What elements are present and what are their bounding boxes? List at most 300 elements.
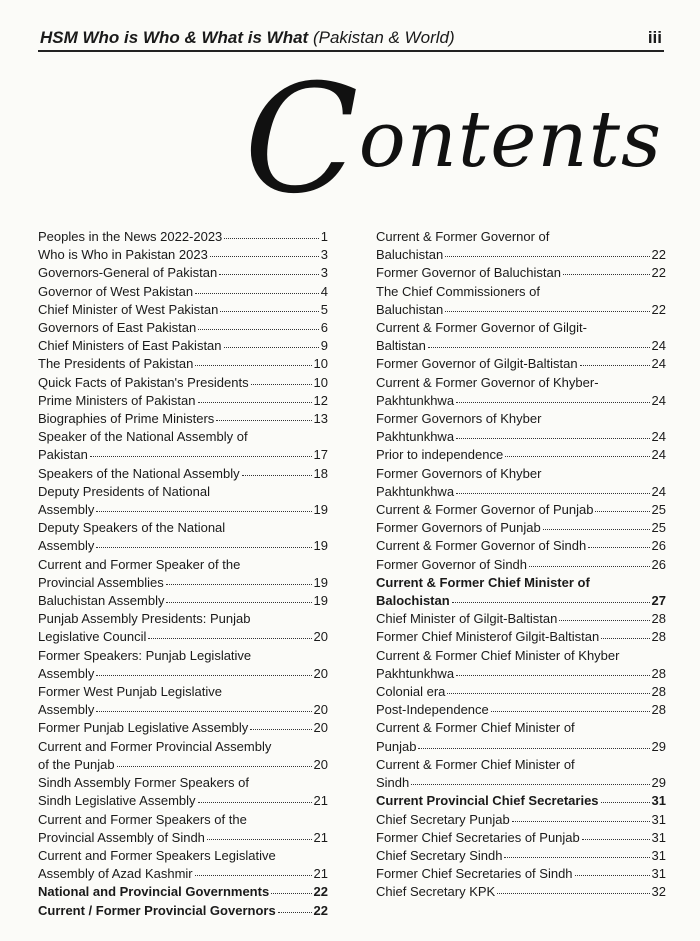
toc-entry-line xyxy=(376,355,666,373)
toc-entry-line xyxy=(38,902,328,920)
toc-entry-page: 24 xyxy=(651,447,666,463)
dot-leader xyxy=(210,245,319,257)
toc-entry-title-line: Former Governors of Khyber xyxy=(376,411,542,427)
toc-entry-title: Quick Facts of Pakistan's Presidents xyxy=(38,374,249,390)
dot-leader xyxy=(96,500,311,512)
toc-entry-page: 1 xyxy=(320,229,328,244)
toc-entry-page: 24 xyxy=(651,483,666,499)
dot-leader xyxy=(250,718,311,730)
toc-entry-title: Biographies of Prime Ministers xyxy=(38,411,215,427)
toc-entry-title-line: Former Speakers: Punjab Legislative xyxy=(38,647,252,663)
toc-entry-title: Baluchistan Assembly xyxy=(38,593,165,609)
toc-entry[interactable] xyxy=(376,283,666,319)
toc-entry-page: 22 xyxy=(651,301,666,317)
toc-entry-line xyxy=(38,701,328,719)
toc-entry-title: Governors of East Pakistan xyxy=(38,320,197,336)
toc-entry-title-line: Current & Former Chief Minister of xyxy=(376,756,575,772)
contents-heading xyxy=(243,53,662,227)
dot-leader xyxy=(582,828,650,840)
toc-entry[interactable] xyxy=(38,301,328,319)
toc-entry-title: Balochistan xyxy=(376,593,450,609)
toc-entry[interactable] xyxy=(38,428,328,464)
dot-leader xyxy=(497,882,649,894)
toc-entry-line xyxy=(376,264,666,282)
toc-entry-line xyxy=(376,738,666,756)
toc-entry-line xyxy=(376,701,666,719)
toc-entry-title-line: Current & Former Governor of xyxy=(376,229,550,244)
toc-entry-title: Former Governor of Gilgit-Baltistan xyxy=(376,356,578,372)
toc-entry-title: Pakhtunkhwa xyxy=(376,429,455,445)
toc-entry-title: Governor of West Pakistan xyxy=(38,283,194,299)
toc-entry-line xyxy=(38,228,328,246)
toc-entry-page: 19 xyxy=(313,593,328,609)
toc-entry[interactable] xyxy=(376,519,666,537)
toc-entry[interactable] xyxy=(38,264,328,282)
toc-entry-title: Current / Former Provincial Governors xyxy=(38,902,276,918)
toc-entry-title: Chief Minister of West Pakistan xyxy=(38,301,219,317)
toc-entry-page: 10 xyxy=(313,356,328,372)
toc-entry-page: 29 xyxy=(651,775,666,791)
toc-entry-line xyxy=(38,592,328,610)
dot-leader xyxy=(601,791,650,803)
dot-leader xyxy=(198,391,312,403)
toc-entry-page: 18 xyxy=(313,465,328,481)
dot-leader xyxy=(456,664,649,676)
toc-entry-title: Post-Independence xyxy=(376,702,489,718)
toc-entry-line xyxy=(376,246,666,264)
toc-entry-title: Legislative Council xyxy=(38,629,147,645)
dot-leader xyxy=(195,864,312,876)
dot-leader xyxy=(148,627,311,639)
toc-entry-page: 28 xyxy=(651,629,666,645)
toc-entry-page: 3 xyxy=(320,247,328,263)
toc-entry-line xyxy=(376,556,666,574)
dot-leader xyxy=(224,336,319,348)
book-title-subtitle: (Pakistan & World) xyxy=(312,28,455,47)
toc-right-column xyxy=(376,228,666,902)
toc-entry-title: Sindh xyxy=(376,775,410,791)
toc-entry-title-line: Current & Former Governor of Khyber- xyxy=(376,374,599,390)
dot-leader xyxy=(529,555,650,567)
running-header xyxy=(38,26,666,52)
toc-entry[interactable] xyxy=(38,483,328,519)
dot-leader xyxy=(428,336,650,348)
toc-entry[interactable] xyxy=(38,738,328,774)
toc-entry-line xyxy=(38,301,328,319)
toc-entry[interactable] xyxy=(38,683,328,719)
toc-entry-page: 32 xyxy=(651,884,666,900)
toc-entry-page: 26 xyxy=(651,538,666,554)
toc-entry-line xyxy=(38,446,328,464)
toc-entry-line xyxy=(376,610,666,628)
toc-entry-page: 3 xyxy=(320,265,328,281)
dot-leader xyxy=(447,682,649,694)
toc-entry-title: Assembly xyxy=(38,665,95,681)
toc-entry-title: Chief Secretary Punjab xyxy=(376,811,510,827)
toc-entry[interactable] xyxy=(38,592,328,610)
toc-entry-line xyxy=(376,428,666,446)
dot-leader xyxy=(445,300,649,312)
toc-entry[interactable] xyxy=(376,574,666,610)
toc-entry[interactable] xyxy=(376,355,666,373)
toc-entry[interactable] xyxy=(38,246,328,264)
toc-entry[interactable] xyxy=(38,811,328,847)
toc-entry-line xyxy=(376,592,666,610)
toc-left-column xyxy=(38,228,328,920)
toc-entry-title: Pakhtunkhwa xyxy=(376,392,455,408)
toc-entry-page: 19 xyxy=(313,538,328,554)
toc-entry[interactable] xyxy=(376,628,666,646)
toc-entry-title: Chief Ministers of East Pakistan xyxy=(38,338,222,354)
toc-entry-page: 13 xyxy=(313,411,328,427)
toc-entry-page: 4 xyxy=(320,283,328,299)
toc-entry-page: 21 xyxy=(313,829,328,845)
dot-leader xyxy=(456,482,649,494)
toc-entry-page: 19 xyxy=(313,574,328,590)
toc-entry[interactable] xyxy=(376,719,666,755)
toc-entry-page: 20 xyxy=(313,629,328,645)
toc-entry-page: 31 xyxy=(651,829,666,845)
dot-leader xyxy=(166,591,311,603)
toc-entry-title: Provincial Assembly of Sindh xyxy=(38,829,205,845)
toc-entry[interactable] xyxy=(38,465,328,483)
toc-entry-page: 21 xyxy=(313,793,328,809)
toc-entry-line xyxy=(38,574,328,592)
toc-entry-page: 19 xyxy=(313,502,328,518)
toc-entry-page: 20 xyxy=(313,702,328,718)
toc-entry[interactable] xyxy=(376,847,666,865)
toc-entry-line xyxy=(376,665,666,683)
toc-entry-page: 24 xyxy=(651,392,666,408)
toc-entry-line xyxy=(376,392,666,410)
toc-entry[interactable] xyxy=(376,865,666,883)
dot-leader xyxy=(512,810,650,822)
dot-leader xyxy=(216,409,311,421)
toc-entry-page: 31 xyxy=(651,811,666,827)
toc-entry-line xyxy=(376,301,666,319)
toc-entry-title: Peoples in the News 2022-2023 xyxy=(38,229,223,244)
dot-leader xyxy=(595,500,649,512)
toc-entry[interactable] xyxy=(38,319,328,337)
toc-entry-line xyxy=(38,628,328,646)
toc-entry-page: 6 xyxy=(320,320,328,336)
toc-entry-title-line: Current and Former Provincial Assembly xyxy=(38,738,272,754)
toc-entry-line xyxy=(376,446,666,464)
dot-leader xyxy=(198,318,319,330)
toc-entry-page: 9 xyxy=(320,338,328,354)
toc-entry[interactable] xyxy=(376,410,666,446)
dot-leader xyxy=(588,536,649,548)
toc-entry-line xyxy=(376,883,666,901)
toc-entry-title: Prior to independence xyxy=(376,447,504,463)
toc-entry-line xyxy=(38,719,328,737)
toc-entry[interactable] xyxy=(376,647,666,683)
toc-entry-line xyxy=(376,847,666,865)
toc-entry-title: Baluchistan xyxy=(376,247,444,263)
toc-entry-line xyxy=(376,774,666,792)
toc-entry-line xyxy=(38,756,328,774)
dot-leader xyxy=(505,445,649,457)
toc-entry[interactable] xyxy=(376,228,666,264)
toc-entry[interactable] xyxy=(376,264,666,282)
toc-entry-page: 22 xyxy=(313,902,328,918)
toc-entry-title: Provincial Assemblies xyxy=(38,574,164,590)
toc-entry-line xyxy=(38,392,328,410)
toc-entry-line xyxy=(38,829,328,847)
toc-entry-title: Former Chief Ministerof Gilgit-Baltistan xyxy=(376,629,600,645)
toc-entry-title: Current & Former Governor of Sindh xyxy=(376,538,587,554)
toc-entry-line xyxy=(376,519,666,537)
toc-entry[interactable] xyxy=(376,446,666,464)
toc-entry[interactable] xyxy=(38,847,328,883)
toc-entry[interactable] xyxy=(38,355,328,373)
toc-entry-title-line: Deputy Speakers of the National xyxy=(38,520,226,536)
toc-entry[interactable] xyxy=(376,883,666,901)
toc-entry-page: 5 xyxy=(320,301,328,317)
toc-entry-page: 10 xyxy=(313,374,328,390)
toc-entry-line xyxy=(376,792,666,810)
toc-entry-title: Punjab xyxy=(376,738,417,754)
dot-leader xyxy=(575,864,650,876)
toc-entry-page: 31 xyxy=(651,866,666,882)
dot-leader xyxy=(195,354,311,366)
toc-entry-title-line: Deputy Presidents of National xyxy=(38,483,210,499)
toc-entry[interactable] xyxy=(376,792,666,810)
toc-entry-title: Former Governor of Sindh xyxy=(376,556,528,572)
header-rule xyxy=(38,50,664,52)
toc-entry[interactable] xyxy=(376,556,666,574)
toc-entry[interactable] xyxy=(38,374,328,392)
toc-entry-title: Governors-General of Pakistan xyxy=(38,265,218,281)
toc-entry-title: National and Provincial Governments xyxy=(38,884,270,900)
toc-entry-page: 28 xyxy=(651,665,666,681)
toc-entry[interactable] xyxy=(376,756,666,792)
toc-entry-title: Sindh Legislative Assembly xyxy=(38,793,196,809)
toc-entry-title-line: Current & Former Chief Minister of xyxy=(376,720,575,736)
toc-entry-page: 25 xyxy=(651,502,666,518)
dot-leader xyxy=(543,518,650,530)
toc-entry-line xyxy=(38,355,328,373)
toc-entry-title-line: Speaker of the National Assembly of xyxy=(38,429,248,445)
toc-entry[interactable] xyxy=(38,647,328,683)
toc-entry-line xyxy=(38,537,328,555)
toc-entry-line xyxy=(376,337,666,355)
toc-entry-title: Current & Former Governor of Punjab xyxy=(376,502,594,518)
dot-leader xyxy=(198,791,312,803)
dot-leader xyxy=(491,700,650,712)
dot-leader xyxy=(90,445,312,457)
toc-entry-page: 31 xyxy=(651,847,666,863)
dot-leader xyxy=(580,354,650,366)
toc-entry-title: Former Governor of Baluchistan xyxy=(376,265,561,281)
toc-entry-title: Former Chief Secretaries of Punjab xyxy=(376,829,580,845)
dot-leader xyxy=(418,737,649,749)
dot-leader xyxy=(195,282,319,294)
toc-entry-page: 25 xyxy=(651,520,666,536)
toc-entry-title-line: Current and Former Speakers Legislative xyxy=(38,847,276,863)
contents-heading-initial: C xyxy=(243,53,359,227)
toc-entry-line xyxy=(38,883,328,901)
toc-entry-title: Who is Who in Pakistan 2023 xyxy=(38,247,208,263)
toc-entry-line xyxy=(38,465,328,483)
toc-entry-title: Assembly xyxy=(38,702,95,718)
toc-entry-page: 22 xyxy=(313,884,328,900)
toc-entry-line xyxy=(38,501,328,519)
dot-leader xyxy=(96,700,311,712)
toc-entry-page: 22 xyxy=(651,247,666,263)
dot-leader xyxy=(96,536,311,548)
dot-leader xyxy=(220,300,318,312)
toc-entry-title: Pakhtunkhwa xyxy=(376,483,455,499)
toc-entry[interactable] xyxy=(376,465,666,501)
dot-leader xyxy=(219,263,319,275)
toc-entry-line xyxy=(376,628,666,646)
toc-entry-line xyxy=(376,829,666,847)
toc-entry[interactable] xyxy=(38,410,328,428)
toc-entry[interactable] xyxy=(38,228,328,246)
dot-leader xyxy=(278,901,312,913)
toc-entry-title: Assembly xyxy=(38,538,95,554)
toc-entry-title: The Presidents of Pakistan xyxy=(38,356,194,372)
toc-entry-title: Assembly of Azad Kashmir xyxy=(38,866,193,882)
toc-entry-page: 21 xyxy=(313,866,328,882)
toc-entry-title: of the Punjab xyxy=(38,756,115,772)
toc-entry-line xyxy=(376,501,666,519)
toc-entry-title: Baltistan xyxy=(376,338,426,354)
toc-entry-page: 24 xyxy=(651,338,666,354)
toc-entry-line xyxy=(38,246,328,264)
toc-entry-page: 17 xyxy=(313,447,328,463)
toc-entry[interactable] xyxy=(38,774,328,810)
toc-entry-line xyxy=(38,665,328,683)
dot-leader xyxy=(411,773,649,785)
toc-entry[interactable] xyxy=(376,811,666,829)
toc-entry[interactable] xyxy=(376,537,666,555)
dot-leader xyxy=(601,627,649,639)
toc-entry-title: Pakistan xyxy=(38,447,88,463)
toc-entry-line xyxy=(38,792,328,810)
dot-leader xyxy=(563,263,650,275)
toc-entry-page: 28 xyxy=(651,702,666,718)
toc-entry[interactable] xyxy=(38,337,328,355)
book-title xyxy=(40,28,455,48)
toc-entry-line xyxy=(376,811,666,829)
dot-leader xyxy=(96,664,311,676)
dot-leader xyxy=(452,591,650,603)
toc-entry-line xyxy=(38,337,328,355)
toc-entry-line xyxy=(38,283,328,301)
toc-entry-title-line: Current & Former Chief Minister of xyxy=(376,574,590,590)
toc-entry-page: 26 xyxy=(651,556,666,572)
toc-entry-title: Baluchistan xyxy=(376,301,444,317)
page-numeral: iii xyxy=(647,28,662,47)
toc-entry-line xyxy=(376,683,666,701)
toc-entry-title: Pakhtunkhwa xyxy=(376,665,455,681)
toc-entry[interactable] xyxy=(376,501,666,519)
toc-entry-line xyxy=(376,537,666,555)
toc-entry[interactable] xyxy=(376,319,666,355)
toc-entry-page: 29 xyxy=(651,738,666,754)
toc-entry-line xyxy=(38,410,328,428)
toc-entry-title-line: Current and Former Speakers of the xyxy=(38,811,247,827)
dot-leader xyxy=(117,755,312,767)
toc-entry-title: Chief Secretary Sindh xyxy=(376,847,503,863)
toc-entry[interactable] xyxy=(38,883,328,901)
toc-entry[interactable] xyxy=(376,683,666,701)
toc-entry[interactable] xyxy=(376,610,666,628)
dot-leader xyxy=(271,882,311,894)
toc-entry-page: 28 xyxy=(651,611,666,627)
toc-entry-title: Colonial era xyxy=(376,684,446,700)
toc-entry-title: Former Chief Secretaries of Sindh xyxy=(376,866,573,882)
toc-entry-line xyxy=(38,319,328,337)
dot-leader xyxy=(456,427,649,439)
toc-entry-page: 22 xyxy=(651,265,666,281)
toc-entry-title-line: Sindh Assembly Former Speakers of xyxy=(38,775,249,791)
toc-entry[interactable] xyxy=(376,374,666,410)
toc-entry-line xyxy=(38,374,328,392)
dot-leader xyxy=(242,464,312,476)
toc-entry[interactable] xyxy=(376,829,666,847)
toc-entry-line xyxy=(38,865,328,883)
dot-leader xyxy=(504,846,649,858)
toc-entry-title-line: Punjab Assembly Presidents: Punjab xyxy=(38,611,251,627)
book-title-main: HSM Who is Who & What is What xyxy=(40,28,309,47)
dot-leader xyxy=(251,373,312,385)
toc-entry-title: Prime Ministers of Pakistan xyxy=(38,392,196,408)
toc-entry-page: 31 xyxy=(651,793,666,809)
toc-entry-line xyxy=(376,483,666,501)
toc-entry-title-line: Current and Former Speaker of the xyxy=(38,556,241,572)
toc-entry[interactable] xyxy=(38,519,328,555)
toc-entry-title: Former Punjab Legislative Assembly xyxy=(38,720,249,736)
toc-entry-line xyxy=(38,264,328,282)
toc-entry-page: 20 xyxy=(313,756,328,772)
toc-entry-page: 20 xyxy=(313,720,328,736)
toc-entry-page: 27 xyxy=(651,593,666,609)
contents-heading-rest: ontents xyxy=(358,95,662,185)
toc-entry-line xyxy=(376,865,666,883)
toc-entry[interactable] xyxy=(38,610,328,646)
toc-entry[interactable] xyxy=(38,719,328,737)
toc-entry[interactable] xyxy=(376,701,666,719)
toc-entry[interactable] xyxy=(38,283,328,301)
toc-entry-title: Chief Secretary KPK xyxy=(376,884,496,900)
toc-entry[interactable] xyxy=(38,902,328,920)
toc-entry-title: Chief Minister of Gilgit-Baltistan xyxy=(376,611,558,627)
toc-entry-title: Speakers of the National Assembly xyxy=(38,465,240,481)
toc-entry-page: 28 xyxy=(651,684,666,700)
toc-entry-title: Current Provincial Chief Secretaries xyxy=(376,793,599,809)
dot-leader xyxy=(224,227,318,239)
toc-entry-title: Assembly xyxy=(38,502,95,518)
toc-entry-title-line: Former Governors of Khyber xyxy=(376,465,542,481)
dot-leader xyxy=(207,828,312,840)
toc-entry-title-line: The Chief Commissioners of xyxy=(376,283,540,299)
toc-entry-page: 20 xyxy=(313,665,328,681)
toc-entry-page: 24 xyxy=(651,356,666,372)
dot-leader xyxy=(445,245,649,257)
dot-leader xyxy=(456,391,649,403)
toc-entry-page: 12 xyxy=(313,392,328,408)
toc-entry-page: 24 xyxy=(651,429,666,445)
toc-entry-title: Former Governors of Punjab xyxy=(376,520,541,536)
dot-leader xyxy=(166,573,312,585)
toc-entry[interactable] xyxy=(38,556,328,592)
toc-entry[interactable] xyxy=(38,392,328,410)
toc-entry-title-line: Current & Former Governor of Gilgit- xyxy=(376,320,587,336)
toc-entry-title-line: Current & Former Chief Minister of Khyber xyxy=(376,647,620,663)
